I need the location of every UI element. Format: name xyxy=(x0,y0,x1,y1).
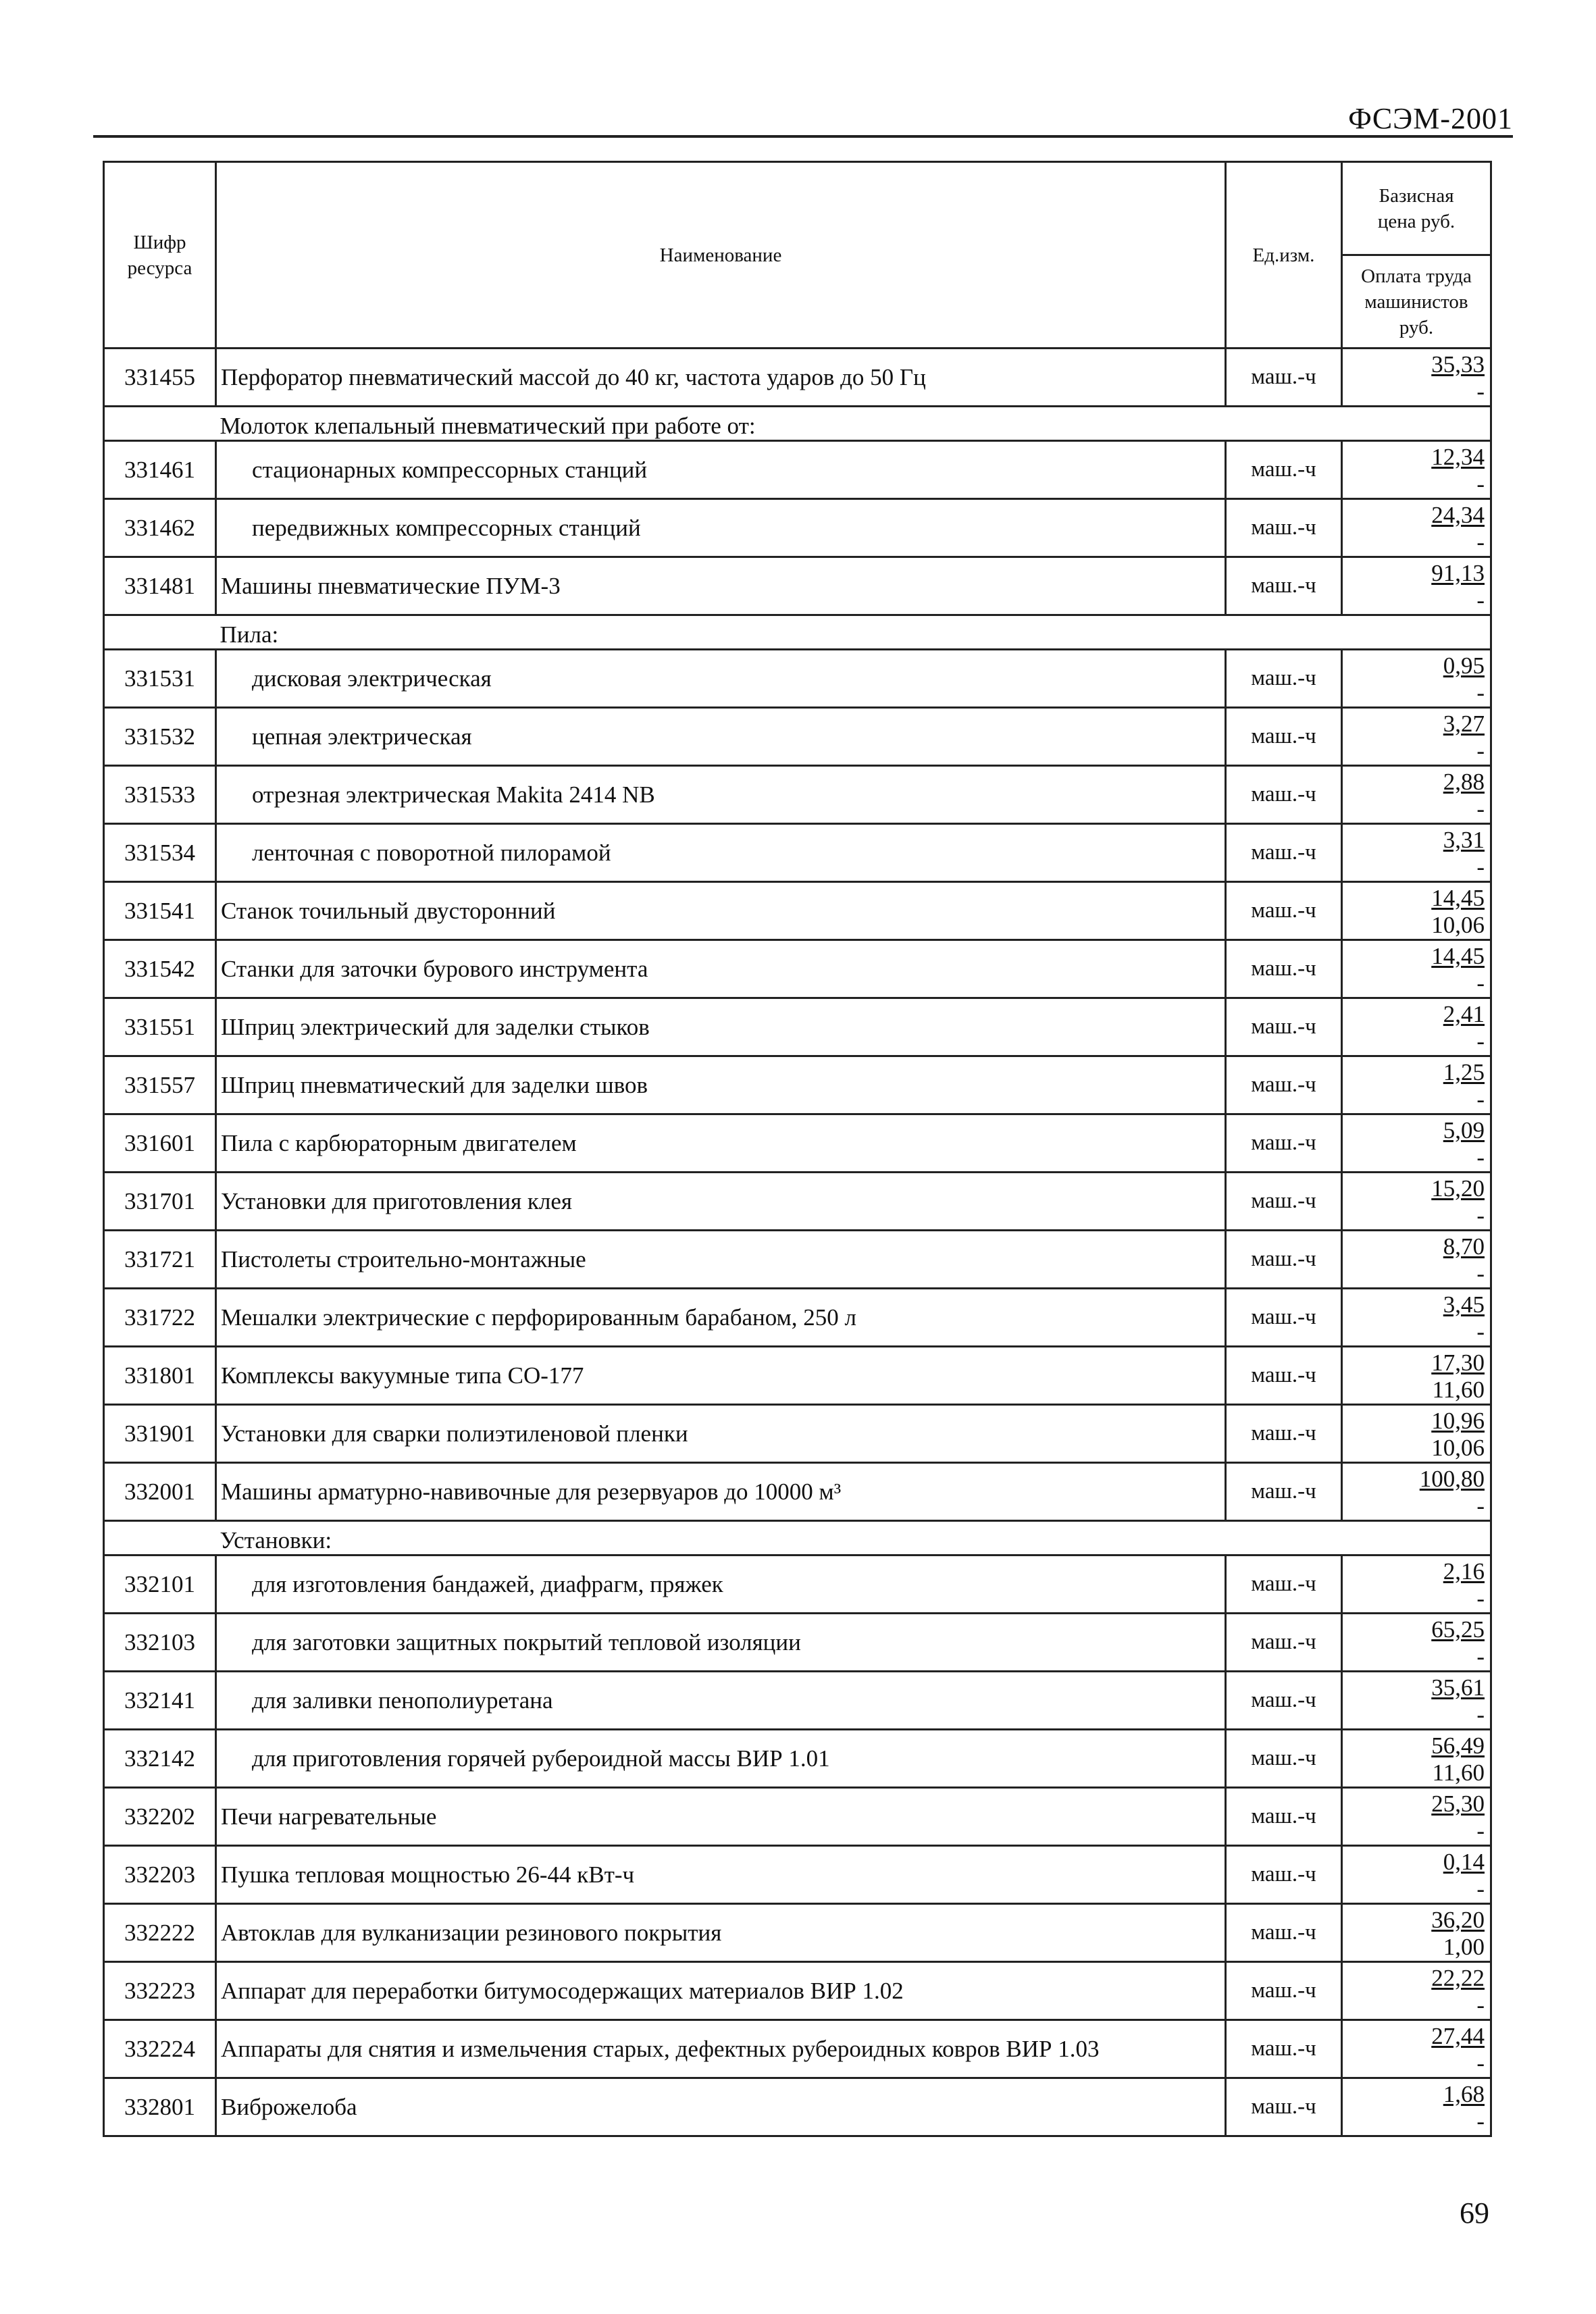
base-price: 91,13 xyxy=(1431,559,1485,586)
group-title: Молоток клепальный пневматический при работе от: xyxy=(216,407,1491,441)
base-price: 15,20 xyxy=(1431,1175,1485,1202)
table-row xyxy=(104,940,1491,998)
operator-wage: - xyxy=(1476,1875,1485,1902)
resource-name: Машины пневматические ПУМ-3 xyxy=(216,557,1226,615)
table-row xyxy=(104,1730,1491,1788)
resource-code: 331531 xyxy=(104,650,216,708)
operator-wage: - xyxy=(1476,470,1485,497)
operator-wage: - xyxy=(1476,1492,1485,1519)
base-price: 35,33 xyxy=(1431,351,1485,378)
base-price: 2,88 xyxy=(1443,768,1485,795)
table-row xyxy=(104,824,1491,882)
group-code-cell xyxy=(104,1521,216,1555)
resource-name: Машины арматурно-навивочные для резервуаров до 10000 м³ xyxy=(216,1463,1226,1521)
operator-wage: - xyxy=(1476,1260,1485,1287)
unit-of-measure: маш.-ч xyxy=(1226,882,1342,940)
table-row xyxy=(104,1672,1491,1730)
table-row xyxy=(104,1056,1491,1114)
unit-of-measure: маш.-ч xyxy=(1226,998,1342,1056)
unit-of-measure: маш.-ч xyxy=(1226,824,1342,882)
base-price: 36,20 xyxy=(1431,1906,1485,1933)
operator-wage: - xyxy=(1476,1202,1485,1229)
table-row xyxy=(104,1173,1491,1231)
price-cell xyxy=(1342,940,1491,998)
resource-code: 332224 xyxy=(104,2020,216,2078)
operator-wage: - xyxy=(1476,1027,1485,1054)
group-code-cell xyxy=(104,407,216,441)
resource-code: 331801 xyxy=(104,1347,216,1405)
unit-of-measure: маш.-ч xyxy=(1226,499,1342,557)
group-row xyxy=(104,615,1491,650)
resource-code: 331541 xyxy=(104,882,216,940)
resource-code: 331901 xyxy=(104,1405,216,1463)
table-row xyxy=(104,1555,1491,1614)
price-cell xyxy=(1342,1114,1491,1173)
unit-of-measure: маш.-ч xyxy=(1226,940,1342,998)
resource-name: Печи нагревательные xyxy=(216,1788,1226,1846)
unit-of-measure: маш.-ч xyxy=(1226,1173,1342,1231)
unit-of-measure: маш.-ч xyxy=(1226,1555,1342,1614)
resource-code: 332801 xyxy=(104,2078,216,2136)
resource-code: 332103 xyxy=(104,1614,216,1672)
base-price: 14,45 xyxy=(1431,884,1485,911)
price-cell xyxy=(1342,1555,1491,1614)
operator-wage: - xyxy=(1476,679,1485,706)
operator-wage: - xyxy=(1476,1701,1485,1728)
resource-name: ленточная с поворотной пилорамой xyxy=(216,824,1226,882)
base-price: 0,95 xyxy=(1443,652,1485,679)
unit-of-measure: маш.-ч xyxy=(1226,708,1342,766)
group-code-cell xyxy=(104,615,216,650)
resource-name: цепная электрическая xyxy=(216,708,1226,766)
operator-wage: - xyxy=(1476,737,1485,764)
resource-code: 331542 xyxy=(104,940,216,998)
operator-wage: - xyxy=(1476,1585,1485,1612)
price-cell xyxy=(1342,349,1491,407)
base-price: 3,31 xyxy=(1443,826,1485,853)
table-row xyxy=(104,441,1491,499)
resource-code: 332142 xyxy=(104,1730,216,1788)
resource-code: 331551 xyxy=(104,998,216,1056)
price-cell xyxy=(1342,708,1491,766)
table-row xyxy=(104,1463,1491,1521)
header-unit: Ед.изм. xyxy=(1226,162,1342,349)
unit-of-measure: маш.-ч xyxy=(1226,1114,1342,1173)
resource-name: для изготовления бандажей, диафрагм, пряжек xyxy=(216,1555,1226,1614)
operator-wage: - xyxy=(1476,1143,1485,1171)
unit-of-measure: маш.-ч xyxy=(1226,1904,1342,1962)
unit-of-measure: маш.-ч xyxy=(1226,1405,1342,1463)
table-row xyxy=(104,708,1491,766)
operator-wage: - xyxy=(1476,969,1485,996)
base-price: 10,96 xyxy=(1431,1407,1485,1434)
table-row xyxy=(104,1962,1491,2020)
price-cell xyxy=(1342,557,1491,615)
operator-wage: 10,06 xyxy=(1431,1434,1485,1461)
table-row xyxy=(104,349,1491,407)
base-price: 1,68 xyxy=(1443,2080,1485,2107)
price-cell xyxy=(1342,1788,1491,1846)
price-cell xyxy=(1342,1289,1491,1347)
operator-wage: - xyxy=(1476,1085,1485,1112)
resource-name: Установки для сварки полиэтиленовой пленки xyxy=(216,1405,1226,1463)
price-cell xyxy=(1342,766,1491,824)
price-cell xyxy=(1342,2078,1491,2136)
price-cell xyxy=(1342,2020,1491,2078)
operator-wage: - xyxy=(1476,586,1485,613)
price-table xyxy=(103,161,1492,2137)
resource-code: 332203 xyxy=(104,1846,216,1904)
price-cell xyxy=(1342,1730,1491,1788)
base-price: 8,70 xyxy=(1443,1233,1485,1260)
resource-name: Мешалки электрические с перфорированным барабаном, 250 л xyxy=(216,1289,1226,1347)
resource-code: 331462 xyxy=(104,499,216,557)
resource-code: 331455 xyxy=(104,349,216,407)
header-wage: Оплата труда машинистов руб. xyxy=(1342,255,1491,349)
base-price: 2,41 xyxy=(1443,1000,1485,1027)
resource-code: 332202 xyxy=(104,1788,216,1846)
operator-wage: - xyxy=(1476,1991,1485,2018)
unit-of-measure: маш.-ч xyxy=(1226,349,1342,407)
resource-name: Пила с карбюраторным двигателем xyxy=(216,1114,1226,1173)
unit-of-measure: маш.-ч xyxy=(1226,650,1342,708)
base-price: 25,30 xyxy=(1431,1790,1485,1817)
resource-name: Аппарат для переработки битумосодержащих материалов ВИР 1.02 xyxy=(216,1962,1226,2020)
base-price: 2,16 xyxy=(1443,1558,1485,1585)
operator-wage: 11,60 xyxy=(1432,1759,1485,1786)
price-cell xyxy=(1342,1347,1491,1405)
base-price: 35,61 xyxy=(1431,1674,1485,1701)
unit-of-measure: маш.-ч xyxy=(1226,441,1342,499)
resource-name: передвижных компрессорных станций xyxy=(216,499,1226,557)
resource-code: 332101 xyxy=(104,1555,216,1614)
resource-name: для заливки пенополиуретана xyxy=(216,1672,1226,1730)
unit-of-measure: маш.-ч xyxy=(1226,2020,1342,2078)
resource-code: 332001 xyxy=(104,1463,216,1521)
table-row xyxy=(104,1614,1491,1672)
document-code: ФСЭМ-2001 xyxy=(1348,102,1513,135)
table-row xyxy=(104,1114,1491,1173)
price-cell xyxy=(1342,1846,1491,1904)
table-row xyxy=(104,2020,1491,2078)
operator-wage: - xyxy=(1476,1643,1485,1670)
price-cell xyxy=(1342,998,1491,1056)
operator-wage: - xyxy=(1476,1318,1485,1345)
price-cell xyxy=(1342,1463,1491,1521)
header-name: Наименование xyxy=(216,162,1226,349)
table-row xyxy=(104,1347,1491,1405)
resource-name: Шприц пневматический для заделки швов xyxy=(216,1056,1226,1114)
price-cell xyxy=(1342,441,1491,499)
page-number: 69 xyxy=(1460,2196,1489,2230)
table-row xyxy=(104,499,1491,557)
operator-wage: - xyxy=(1476,2049,1485,2076)
operator-wage: - xyxy=(1476,378,1485,405)
resource-code: 331532 xyxy=(104,708,216,766)
table-row xyxy=(104,1289,1491,1347)
unit-of-measure: маш.-ч xyxy=(1226,1056,1342,1114)
unit-of-measure: маш.-ч xyxy=(1226,1846,1342,1904)
table-row xyxy=(104,1405,1491,1463)
resource-name: отрезная электрическая Makita 2414 NB xyxy=(216,766,1226,824)
resource-name: Пушка тепловая мощностью 26-44 кВт-ч xyxy=(216,1846,1226,1904)
base-price: 1,25 xyxy=(1443,1058,1485,1085)
price-cell xyxy=(1342,882,1491,940)
table-row xyxy=(104,766,1491,824)
unit-of-measure: маш.-ч xyxy=(1226,1231,1342,1289)
resource-name: Станки для заточки бурового инструмента xyxy=(216,940,1226,998)
resource-code: 332141 xyxy=(104,1672,216,1730)
group-title: Пила: xyxy=(216,615,1491,650)
base-price: 56,49 xyxy=(1431,1732,1485,1759)
table-row xyxy=(104,2078,1491,2136)
unit-of-measure: маш.-ч xyxy=(1226,1672,1342,1730)
header-rule xyxy=(93,135,1513,138)
base-price: 3,45 xyxy=(1443,1291,1485,1318)
price-cell xyxy=(1342,1962,1491,2020)
table-row xyxy=(104,1231,1491,1289)
operator-wage: - xyxy=(1476,1817,1485,1844)
resource-code: 331461 xyxy=(104,441,216,499)
table-row xyxy=(104,557,1491,615)
resource-code: 331722 xyxy=(104,1289,216,1347)
price-cell xyxy=(1342,650,1491,708)
price-cell xyxy=(1342,1614,1491,1672)
unit-of-measure: маш.-ч xyxy=(1226,1463,1342,1521)
header-code: Шифр ресурса xyxy=(104,162,216,349)
base-price: 3,27 xyxy=(1443,710,1485,737)
unit-of-measure: маш.-ч xyxy=(1226,1962,1342,2020)
unit-of-measure: маш.-ч xyxy=(1226,1788,1342,1846)
price-cell xyxy=(1342,499,1491,557)
operator-wage: - xyxy=(1476,2107,1485,2134)
resource-name: Перфоратор пневматический массой до 40 кг, частота ударов до 50 Гц xyxy=(216,349,1226,407)
resource-name: Аппараты для снятия и измельчения старых, дефектных рубероидных ковров ВИР 1.03 xyxy=(216,2020,1226,2078)
resource-name: Шприц электрический для заделки стыков xyxy=(216,998,1226,1056)
table-row xyxy=(104,650,1491,708)
base-price: 27,44 xyxy=(1431,2022,1485,2049)
base-price: 12,34 xyxy=(1431,443,1485,470)
table-row xyxy=(104,998,1491,1056)
base-price: 100,80 xyxy=(1419,1465,1485,1492)
group-row xyxy=(104,407,1491,441)
resource-name: стационарных компрессорных станций xyxy=(216,441,1226,499)
operator-wage: - xyxy=(1476,853,1485,880)
operator-wage: 11,60 xyxy=(1432,1376,1485,1403)
resource-code: 332223 xyxy=(104,1962,216,2020)
resource-name: для приготовления горячей рубероидной массы ВИР 1.01 xyxy=(216,1730,1226,1788)
unit-of-measure: маш.-ч xyxy=(1226,766,1342,824)
operator-wage: - xyxy=(1476,795,1485,822)
resource-code: 331701 xyxy=(104,1173,216,1231)
resource-code: 332222 xyxy=(104,1904,216,1962)
base-price: 24,34 xyxy=(1431,501,1485,528)
resource-code: 331534 xyxy=(104,824,216,882)
price-cell xyxy=(1342,824,1491,882)
resource-name: Автоклав для вулканизации резинового покрытия xyxy=(216,1904,1226,1962)
base-price: 17,30 xyxy=(1431,1349,1485,1376)
resource-code: 331533 xyxy=(104,766,216,824)
price-cell xyxy=(1342,1231,1491,1289)
table-header xyxy=(104,162,1491,349)
resource-name: Комплексы вакуумные типа СО-177 xyxy=(216,1347,1226,1405)
price-cell xyxy=(1342,1672,1491,1730)
unit-of-measure: маш.-ч xyxy=(1226,557,1342,615)
unit-of-measure: маш.-ч xyxy=(1226,1347,1342,1405)
header-base-price: Базисная цена руб. xyxy=(1342,162,1491,255)
table-row xyxy=(104,882,1491,940)
table-row xyxy=(104,1846,1491,1904)
unit-of-measure: маш.-ч xyxy=(1226,1730,1342,1788)
unit-of-measure: маш.-ч xyxy=(1226,1289,1342,1347)
table-body xyxy=(104,349,1491,2136)
table-row xyxy=(104,1788,1491,1846)
base-price: 22,22 xyxy=(1431,1964,1485,1991)
unit-of-measure: маш.-ч xyxy=(1226,2078,1342,2136)
resource-name: Установки для приготовления клея xyxy=(216,1173,1226,1231)
resource-name: для заготовки защитных покрытий тепловой изоляции xyxy=(216,1614,1226,1672)
operator-wage: 1,00 xyxy=(1443,1933,1485,1960)
unit-of-measure: маш.-ч xyxy=(1226,1614,1342,1672)
resource-name: Виброжелоба xyxy=(216,2078,1226,2136)
base-price: 0,14 xyxy=(1443,1848,1485,1875)
resource-name: Станок точильный двусторонний xyxy=(216,882,1226,940)
group-title: Установки: xyxy=(216,1521,1491,1555)
resource-code: 331557 xyxy=(104,1056,216,1114)
price-cell xyxy=(1342,1173,1491,1231)
price-cell xyxy=(1342,1904,1491,1962)
resource-code: 331481 xyxy=(104,557,216,615)
price-cell xyxy=(1342,1405,1491,1463)
group-row xyxy=(104,1521,1491,1555)
operator-wage: 10,06 xyxy=(1431,911,1485,938)
base-price: 5,09 xyxy=(1443,1116,1485,1143)
operator-wage: - xyxy=(1476,528,1485,555)
resource-code: 331601 xyxy=(104,1114,216,1173)
resource-code: 331721 xyxy=(104,1231,216,1289)
resource-name: Пистолеты строительно-монтажные xyxy=(216,1231,1226,1289)
base-price: 65,25 xyxy=(1431,1616,1485,1643)
table-row xyxy=(104,1904,1491,1962)
resource-name: дисковая электрическая xyxy=(216,650,1226,708)
price-cell xyxy=(1342,1056,1491,1114)
base-price: 14,45 xyxy=(1431,942,1485,969)
